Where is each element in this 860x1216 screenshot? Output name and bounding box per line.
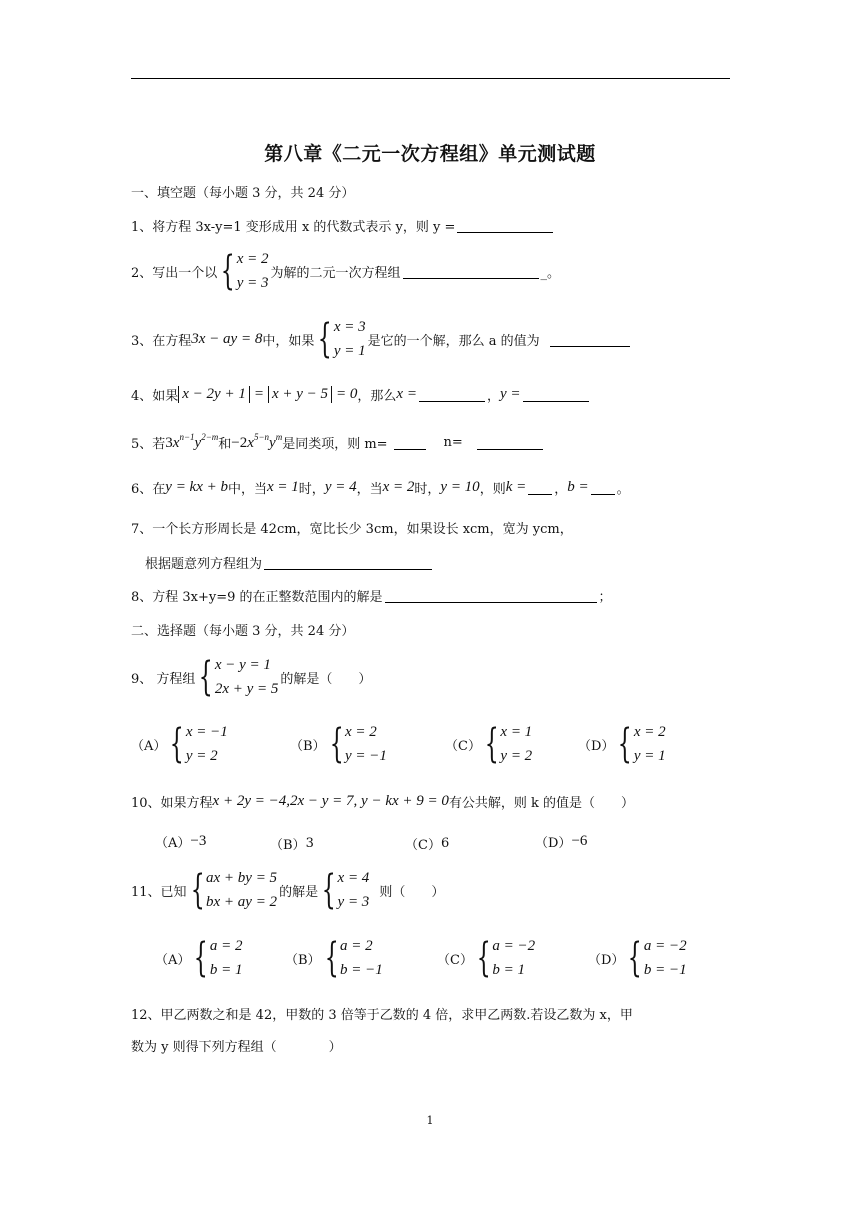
brace-icon: { [190, 867, 205, 913]
answer-blank-m[interactable] [394, 435, 426, 450]
question-7: 7、一个长方形周长是 42cm，宽比长少 3cm，如果设长 xcm，宽为 ycm， [131, 522, 573, 537]
option-b[interactable]: （B） 3 [270, 836, 314, 853]
equation-system: { x = 4 y = 3 [321, 867, 370, 913]
brace-icon: { [199, 654, 214, 700]
answer-blank-y[interactable] [523, 387, 589, 402]
answer-blank[interactable] [550, 332, 630, 347]
answer-blank-b[interactable] [591, 480, 615, 495]
answer-blank-n[interactable] [477, 435, 543, 450]
question-10: 10、如果方程 x + 2y = −4,2x − y = 7, y − kx + 9 = 0 有公共解，则 k 的值是（ ） [131, 793, 635, 811]
option-a[interactable]: （A） { x = −1 y = 2 [131, 721, 228, 767]
option-c[interactable]: （C） { a = −2 b = 1 [437, 935, 536, 981]
option-a[interactable]: （A） −3 [155, 833, 207, 851]
brace-icon: { [170, 721, 185, 767]
page-title: 第八章《二元一次方程组》单元测试题 [264, 143, 596, 165]
option-a[interactable]: （A） { a = 2 b = 1 [155, 935, 243, 981]
option-b[interactable]: （B） { x = 2 y = −1 [290, 721, 387, 767]
option-d[interactable]: （D） −6 [535, 833, 588, 851]
brace-icon: { [476, 935, 491, 981]
page-number: 1 [426, 1114, 434, 1127]
question-11: 11、已知 { ax + by = 5 bx + ay = 2 的解是 { x = 4 y = 3 则（ ） [131, 867, 445, 913]
equation-system: { x = 3 y = 1 [318, 316, 366, 362]
equation-system: { ax + by = 5 bx + ay = 2 [190, 867, 278, 913]
answer-blank[interactable] [385, 588, 597, 603]
section-2-heading: 二、选择题（每小题 3 分，共 24 分） [131, 624, 355, 639]
question-12-continued: 数为 y 则得下列方程组（ ） [131, 1040, 342, 1055]
brace-icon: { [221, 248, 236, 294]
option-d[interactable]: （D） { a = −2 b = −1 [588, 935, 687, 981]
brace-icon: { [321, 867, 336, 913]
answer-blank-k[interactable] [528, 480, 552, 495]
equation-system: { x − y = 1 2x + y = 5 [199, 654, 279, 700]
answer-blank[interactable] [457, 218, 553, 233]
section-1-heading: 一、填空题（每小题 3 分，共 24 分） [131, 186, 355, 201]
question-5: 5、若 $3x^{n-1}y^{2-m}$ 和 $-2x^{5-n}y^m$ 是同类项，则 m= n= [131, 432, 545, 452]
option-b[interactable]: （B） { a = 2 b = −1 [285, 935, 383, 981]
brace-icon: { [628, 935, 643, 981]
brace-icon: { [324, 935, 339, 981]
brace-icon: { [318, 316, 333, 362]
header-rule [131, 78, 730, 79]
brace-icon: { [484, 721, 499, 767]
equation-system: { x = 2 y = 3 [221, 248, 269, 294]
question-4: 4、如果 x − 2y + 1 = x + y − 5 = 0 ，那么 x = ， y = [131, 385, 591, 404]
question-7-continued: 根据题意列方程组为 [145, 553, 434, 572]
option-c[interactable]: （C） 6 [405, 836, 450, 853]
question-12: 12、甲乙两数之和是 42，甲数的 3 倍等于乙数的 4 倍，求甲乙两数.若设乙数为 x，甲 [131, 1008, 633, 1023]
question-9: 9、 方程组 { x − y = 1 2x + y = 5 的解是（ ） [131, 654, 372, 700]
answer-blank[interactable] [264, 555, 432, 570]
question-3: 3、在方程 3x − ay = 8 中，如果 { x = 3 y = 1 是它的一个解，那么 a 的值为 [131, 315, 632, 363]
brace-icon: { [329, 721, 344, 767]
answer-blank-x[interactable] [419, 387, 485, 402]
question-2: 2、写出一个以 { x = 2 y = 3 为解的二元一次方程组 _。 [131, 248, 561, 294]
question-1: 1、将方程 3x-y=1 变形成用 x 的代数式表示 y，则 y = [131, 216, 555, 235]
brace-icon: { [194, 935, 209, 981]
option-c[interactable]: （C） { x = 1 y = 2 [445, 721, 533, 767]
answer-blank[interactable] [403, 264, 539, 279]
option-d[interactable]: （D） { x = 2 y = 1 [578, 721, 666, 767]
question-6: 6、在 y = kx + b 中，当 x = 1 时， y = 4 ，当 x = 2 时， y = 10 ，则 k = ， b = 。 [131, 479, 630, 497]
question-8: 8、方程 3x+y=9 的在正整数范围内的解是 ； [131, 590, 612, 605]
brace-icon: { [618, 721, 633, 767]
